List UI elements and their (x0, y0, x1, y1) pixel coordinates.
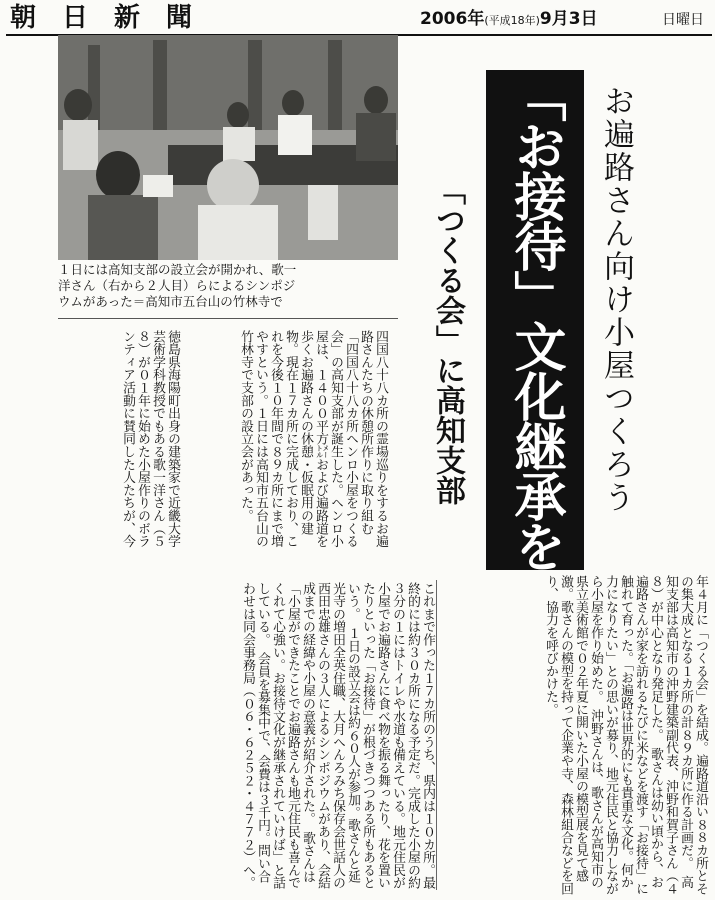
date-era: (平成18年) (484, 14, 540, 27)
caption-rule (58, 318, 398, 319)
date-year: 2006年 (420, 9, 485, 29)
masthead-date (420, 9, 598, 31)
article-lead: 四国八十八カ所の霊場巡りをするお遍路さんたちの休憩所作りに取り組む「四国八十八カ所ヘンロ小屋をつくる会」の高知支部が誕生した。ヘンロ小屋は、１４００平方㍍および遍路道を歩くお遍路さんの休憩・仮眠用の建物。現在１７カ所に完成しており、これを今後１０年間で８９カ所にまで増やすという。１日には高知市五台山の竹林寺で支部の設立会があった。 (238, 330, 388, 548)
headline-sub: お遍路さん向け小屋つくろう (598, 85, 634, 514)
symposium-photo-image (58, 35, 398, 260)
headline-main: 「お接待」文化継承を (486, 70, 584, 570)
masthead-newspaper-name: 朝日新聞 (10, 3, 219, 33)
masthead-weekday: 日曜日 (662, 12, 704, 28)
symposium-photo (58, 35, 398, 260)
date-month-day: 9月3日 (539, 9, 598, 29)
article-body-col2: 徳島県海陽町出身の建築家で近畿大学芸術学科教授でもある歌一洋さん（５８）が０１年に始めた小屋作りのボランティア活動に賛同した人たちが、今 (120, 330, 180, 548)
article-body-col3: 年４月に「つくる会」を結成。遍路道沿い８８カ所とその集大成となる１カ所の計８９カ所に作る計画だ。 高知支部は高知市の沖野建築副代表、沖野和賀子さん（４８）が中心となり発足した。 歌さんは幼い頃から、お遍路さんが家を訪れるたびに米などを渡す「お接待」に触れて育った。「お遍路は世界的にも貴重な文化。何か力になりたい」との思いが募り、地元住民と協力しながら小屋を作り始めた。 沖野さんは、歌さんが高知市の県立美術館で０２年夏に開いた小屋の模型展を見て感激。歌さんの模型を持って企業や寺、森林組合などを回り、協力を呼びかけた。 (543, 575, 708, 895)
column-rule (436, 580, 437, 890)
photo-caption: １日には高知支部の設立会が開かれ、歌一 洋さん（右から２人目）らによるシンポジ ウムがあった＝高知市五台山の竹林寺で (58, 262, 297, 309)
headline-branch: 「つくる会」に高知支部 (430, 175, 465, 505)
article-body-col4: これまで作った１７カ所のうち、県内は１０カ所。最終的には約３０カ所になる予定だ。完成した小屋の約３分の１にはトイレや水道も備えている。地元住民が小屋でお遍路さんに食べ物を振る舞ったり、花を置いたりといった「お接待」が根づきつつある所もあるという。 １日の設立会は約６０人が参加。歌さんと延光寺の増田全英住職、大月へんろみち保存会世話人の西田忠雄さんの３人によるシンポジウムがあり、会結成までの経緯や小屋の意義が紹介された。 歌さんは「小屋ができたことでお遍路さんも地元住民も喜んでくれて心強い。お接待文化が継承されていけば」と話している。 会員を募集中で、会費は３千円。問い合わせは同会事務局（０６・６２５２・４７７２）へ。 (240, 582, 435, 890)
